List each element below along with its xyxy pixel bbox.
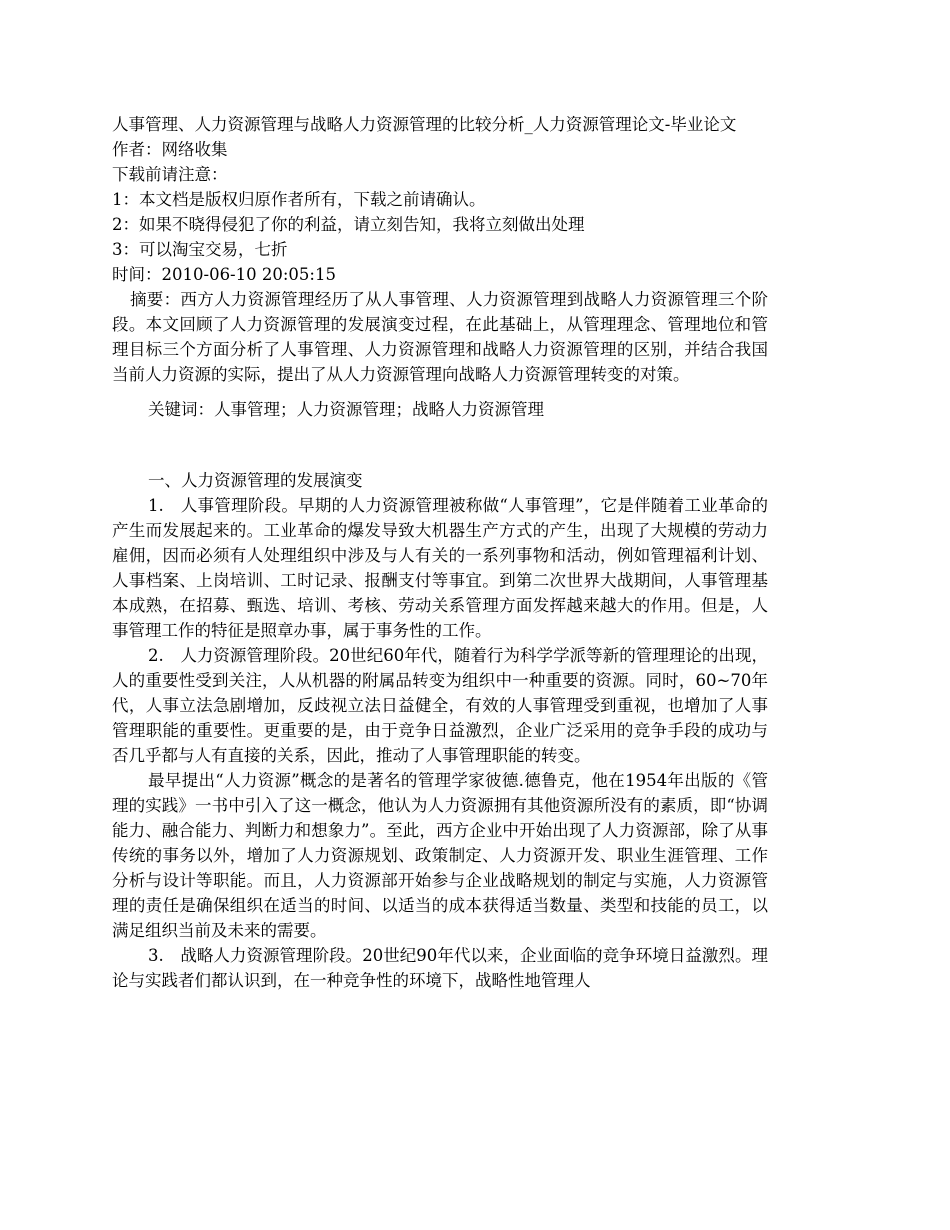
document-title: 人事管理、人力资源管理与战略人力资源管理的比较分析_人力资源管理论文-毕业论文 [112, 115, 737, 134]
notice-item-2: 2：如果不晓得侵犯了你的利益，请立刻告知，我将立刻做出处理 [112, 215, 585, 234]
author-line: 作者：网络收集 [112, 140, 228, 159]
body-paragraph-4: 3. 战略人力资源管理阶段。20世纪90年代以来，企业面临的竞争环境日益激烈。理论与实践者们都认识到，在一种竞争性的环境下，战略性地管理人 [112, 946, 768, 990]
body-paragraph-1: 1. 人事管理阶段。早期的人力资源管理被称做“人事管理”，它是伴随着工业革命的产生而发展起来的。工业革命的爆发导致大机器生产方式的产生，出现了大规模的劳动力雇佣，因而必须有人处理组织中涉及与人有关的一系列事物和活动，例如管理福利计划、人事档案、上岗培训、工时记录、报酬支付等事宜。到第二次世界大战期间，人事管理基本成熟，在招募、甄选、培训、考核、劳动关系管理方面发挥越来越大的作用。但是，人事管理工作的特征是照章办事，属于事务性的工作。 [112, 496, 768, 640]
notice-item-1: 1：本文档是版权归原作者所有，下载之前请确认。 [112, 190, 486, 209]
time-line: 时间：2010-06-10 20:05:15 [112, 265, 336, 284]
notice-item-3: 3：可以淘宝交易，七折 [112, 240, 288, 259]
abstract-paragraph: 摘要：西方人力资源管理经历了从人事管理、人力资源管理到战略人力资源管理三个阶段。本文回顾了人力资源管理的发展演变过程，在此基础上，从管理理念、管理地位和管理目标三个方面分析了人事管理、人力资源管理和战略人力资源管理的区别，并结合我国当前人力资源的实际，提出了从人力资源管理向战略人力资源管理转变的对策。 [112, 290, 768, 384]
body-paragraph-2: 2. 人力资源管理阶段。20世纪60年代，随着行为科学学派等新的管理理论的出现，人的重要性受到关注，人从机器的附属品转变为组织中一种重要的资源。同时，60~70年代，人事立法急剧增加，反歧视立法日益健全，有效的人事管理受到重视，也增加了人事管理职能的重要性。更重要的是，由于竞争日益激烈，企业广泛采用的竞争手段的成功与否几乎都与人有直接的关系，因此，推动了人事管理职能的转变。 [112, 646, 768, 765]
body-paragraph-3: 最早提出“人力资源”概念的是著名的管理学家彼德.德鲁克，他在1954年出版的《管理的实践》一书中引入了这一概念，他认为人力资源拥有其他资源所没有的素质，即“协调能力、融合能力、判断力和想象力”。至此，西方企业中开始出现了人力资源部，除了从事传统的事务以外，增加了人力资源规划、政策制定、人力资源开发、职业生涯管理、工作分析与设计等职能。而且，人力资源部开始参与企业战略规划的制定与实施，人力资源管理的责任是确保组织在适当的时间、以适当的成本获得适当数量、类型和技能的员工，以满足组织当前及未来的需要。 [112, 771, 768, 940]
section-heading: 一、人力资源管理的发展演变 [148, 471, 363, 490]
keywords-line: 关键词：人事管理；人力资源管理；战略人力资源管理 [148, 400, 544, 419]
download-notice: 下载前请注意： [112, 165, 228, 184]
document-body [112, 112, 768, 993]
